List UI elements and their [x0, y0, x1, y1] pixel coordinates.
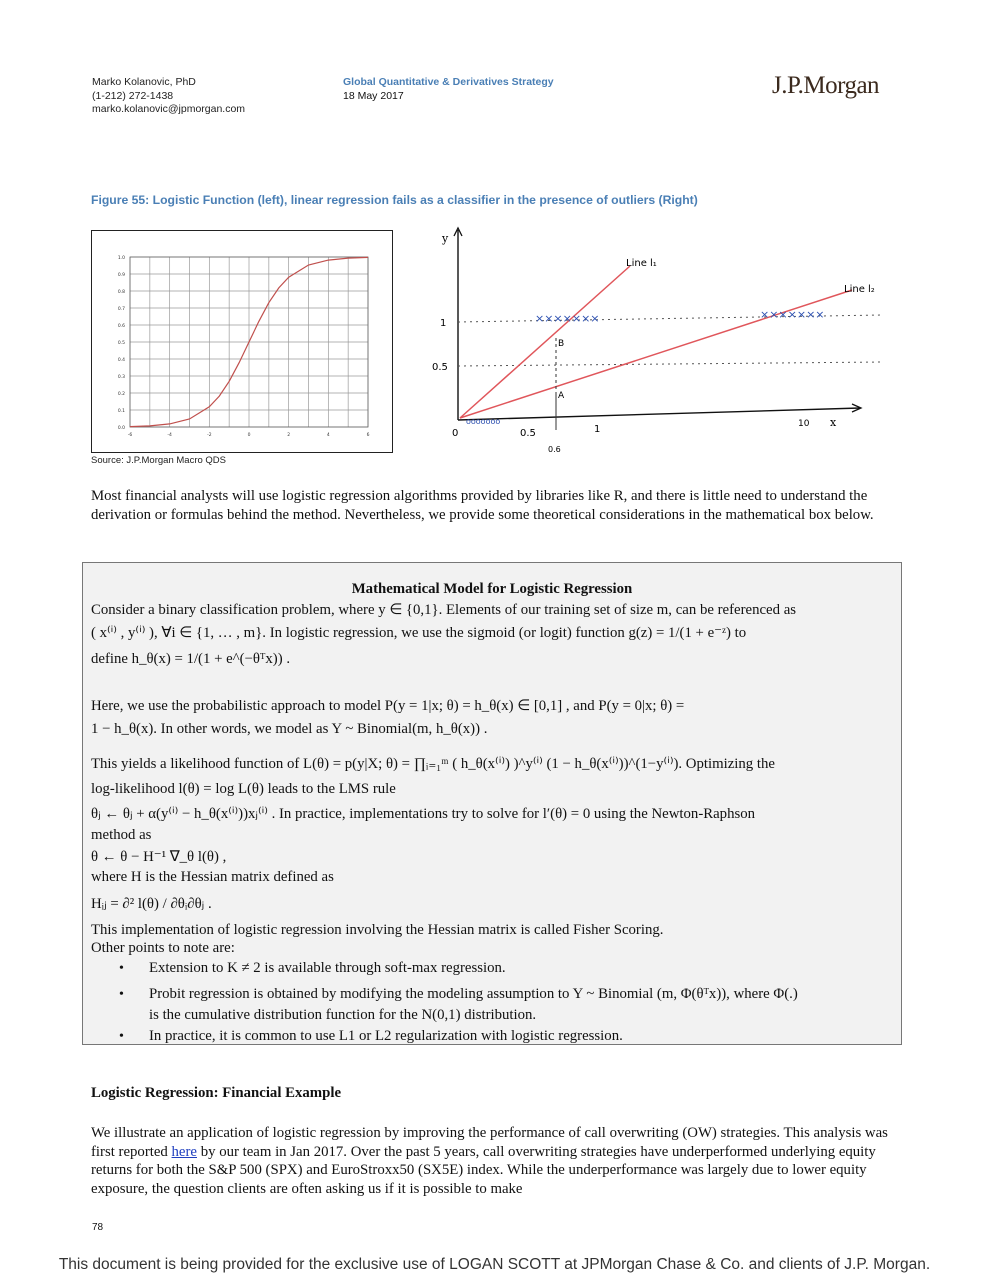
math-line-2: ( x⁽ⁱ⁾ , y⁽ⁱ⁾ ), ∀i ∈ {1, … , m}. In logistic regression, we use the sigmoid (or logit) function g(z) = 1/(1 + e⁻ᶻ) to [91, 625, 747, 641]
author-block [92, 76, 245, 117]
y-tick-label: 0.7 [117, 307, 125, 312]
y-tick-label: 0.6 [117, 324, 125, 329]
math-line-1: Consider a binary classification problem, where y ∈ {0,1}. Elements of our training set of size m, can be referenced as [91, 602, 797, 618]
report-date: 18 May 2017 [343, 89, 404, 102]
math-line-11: where H is the Hessian matrix defined as [91, 869, 334, 885]
line-l1-label: Line l₁ [626, 258, 657, 269]
x-1-label: 1 [594, 424, 601, 435]
strategy-block [343, 76, 554, 103]
blue-o-markers: ooooooo [466, 417, 501, 426]
sketch-y-label: y [442, 232, 449, 245]
line-l1 [460, 266, 630, 418]
x-tick-label: 6 [366, 433, 370, 438]
math-line-10: θ ← θ − H⁻¹ ∇_θ l(θ) , [91, 849, 227, 865]
x-tick-label: -4 [167, 433, 172, 438]
y-tick-label: 0.5 [117, 341, 125, 346]
figure-source: Source: J.P.Morgan Macro QDS [91, 455, 226, 466]
y-tick-label: 0.2 [117, 392, 125, 397]
line-l2-label: Line l₂ [844, 284, 875, 295]
here-link[interactable]: here [171, 1143, 197, 1160]
page-number: 78 [92, 1222, 104, 1233]
point-a-label: A [558, 391, 565, 401]
figure-caption: Figure 55: Logistic Function (left), linear regression fails as a classifier in the presence of outliers (Right) [91, 193, 698, 207]
regression-sketch-svg [420, 218, 900, 458]
tick-05-label: 0.5 [432, 362, 448, 373]
math-line-4: Here, we use the probabilistic approach to model P(y = 1|x; θ) = h_θ(x) ∈ [0,1] , and P(y = 0|x; θ) = [91, 698, 685, 714]
math-line-9: method as [91, 827, 152, 843]
jpmorgan-logo: J.P.Morgan [772, 72, 880, 99]
x-tick-label: 4 [326, 433, 330, 438]
sketch-x-label: x [830, 416, 837, 429]
origin-label: 0 [452, 428, 459, 439]
y-tick-label: 0.4 [117, 358, 125, 363]
math-box-title: Mathematical Model for Logistic Regression [351, 581, 633, 597]
x-05-label: 0.5 [520, 428, 536, 439]
y-tick-label: 1.0 [117, 256, 125, 261]
footer-disclaimer: This document is being provided for the exclusive use of LOGAN SCOTT at JPMorgan Chase & Co. and clients of J.P. Morgan. [58, 1256, 931, 1273]
tick-1-label: 1 [440, 318, 447, 329]
paragraph-text-end: by our team in Jan 2017. Over the past 5 years, call overwriting strategies have underperformed underlying equity returns for both the S&P 500 (SPX) and EuroStroxx50 (SX5E) index. While the underperformance was largely due to lower equity exposure, the question clients are often asking us if it is possible to make [91, 1143, 876, 1197]
bullet-marker-1: • [119, 961, 124, 976]
math-bullet-2b: is the cumulative distribution function for the N(0,1) distribution. [149, 1007, 537, 1023]
strategy-title: Global Quantitative & Derivatives Strategy [343, 76, 554, 88]
math-line-14: Other points to note are: [91, 940, 235, 956]
intro-paragraph: Most financial analysts will use logistic regression algorithms provided by libraries like R, and there is little need to understand the derivation or formulas behind the method. Nevertheless, we provide some theoretical considerations in the mathematical box below. [91, 488, 874, 523]
math-line-8: θⱼ ← θⱼ + α(y⁽ⁱ⁾ − h_θ(x⁽ⁱ⁾))xⱼ⁽ⁱ⁾ . In practice, implementations try to solve for l′(θ) = 0 using the Newton-Raphson [91, 806, 756, 822]
author-email: marko.kolanovic@jpmorgan.com [92, 103, 246, 115]
y-tick-label: 0.3 [117, 375, 125, 380]
math-line-6: This yields a likelihood function of L(θ) = p(y|X; θ) = ∏ᵢ₌₁ᵐ ( h_θ(x⁽ⁱ⁾) )^y⁽ⁱ⁾ (1 − h_θ(x⁽ⁱ⁾))^(1−y⁽ⁱ⁾). Optimizing the [91, 756, 775, 772]
y-tick-label: 0.9 [117, 273, 125, 278]
paragraph-text-start: We illustrate an application of logistic regression by improving the performance of call overwriting (OW) strategies. This analysis was first reported [91, 1125, 888, 1160]
logistic-chart-svg [92, 231, 392, 452]
point-b-label: B [558, 339, 565, 349]
x-06-label: 0.6 [548, 445, 561, 454]
x-tick-label: -2 [207, 433, 212, 438]
math-line-7: log-likelihood l(θ) = log L(θ) leads to the LMS rule [91, 781, 396, 797]
blue-x-markers-near: ××××××× [535, 312, 600, 325]
financial-example-paragraph [91, 1124, 891, 1198]
y-tick-label: 0.0 [117, 426, 125, 431]
math-bullet-2a: Probit regression is obtained by modifying the modeling assumption to Y ~ Binomial (m, Φ(θᵀx)), where Φ(.) [149, 986, 798, 1002]
x-tick-label: -6 [127, 433, 133, 438]
x-10-label: 10 [798, 419, 810, 429]
linear-regression-sketch [420, 218, 900, 458]
x-tick-label: 0 [247, 433, 251, 438]
math-line-3: define h_θ(x) = 1/(1 + e^(−θᵀx)) . [91, 651, 291, 667]
math-line-5: 1 − h_θ(x). In other words, we model as Y ~ Binomial(m, h_θ(x)) . [91, 721, 488, 737]
bullet-marker-3: • [119, 1029, 124, 1044]
blue-x-markers-far: ××××××× [760, 308, 825, 321]
author-phone: (1-212) 272-1438 [92, 89, 174, 102]
math-line-13: This implementation of logistic regression involving the Hessian matrix is called Fisher Scoring. [91, 922, 664, 938]
section-heading: Logistic Regression: Financial Example [91, 1085, 342, 1101]
math-bullet-1: Extension to K ≠ 2 is available through soft-max regression. [149, 960, 506, 976]
logistic-function-chart [91, 230, 393, 453]
x-tick-label: 2 [287, 433, 291, 438]
y-tick-label: 0.8 [117, 290, 125, 295]
math-line-12: Hᵢⱼ = ∂² l(θ) / ∂θᵢ∂θⱼ . [91, 896, 212, 912]
y-tick-label: 0.1 [117, 409, 125, 414]
math-box [82, 562, 902, 1045]
math-bullet-3: In practice, it is common to use L1 or L2 regularization with logistic regression. [149, 1028, 623, 1044]
author-name: Marko Kolanovic, PhD [92, 76, 196, 88]
bullet-marker-2: • [119, 987, 124, 1002]
